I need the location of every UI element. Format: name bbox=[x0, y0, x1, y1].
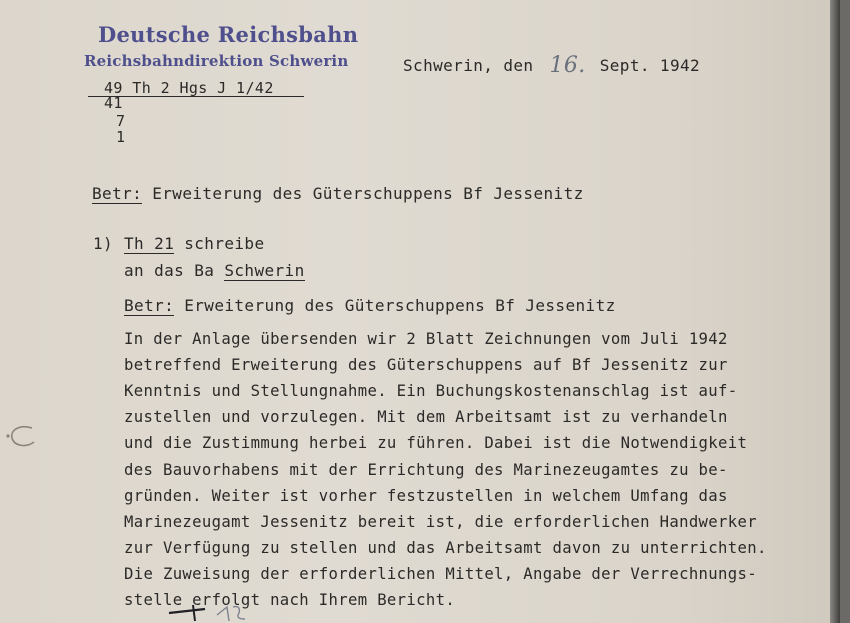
item-subject-label: Betr: bbox=[124, 296, 175, 315]
handwritten-scribble bbox=[165, 601, 255, 623]
item-subject-line bbox=[124, 296, 616, 315]
page-shadow-edge bbox=[830, 0, 840, 623]
body-line: und die Zustimmung herbei zu führen. Dabei ist die Notwendigkeit bbox=[124, 434, 748, 452]
subject-line bbox=[92, 184, 584, 203]
reference-number: 49 Th 2 Hgs J 1/42 bbox=[104, 79, 274, 97]
reference-sub-1: 41 bbox=[104, 94, 123, 112]
body-line: des Bauvorhabens mit der Errichtung des Marinezeugamtes zu be- bbox=[124, 461, 728, 479]
recipient-prefix: an das Ba bbox=[124, 261, 215, 280]
body-line: gründen. Weiter ist vorher festzustellen in welchem Umfang das bbox=[124, 487, 728, 505]
body-line: zustellen und vorzulegen. Mit dem Arbeitsamt ist zu verhandeln bbox=[124, 408, 728, 426]
date-place: Schwerin, den bbox=[403, 56, 534, 75]
date-line bbox=[403, 52, 700, 77]
item-recipient bbox=[124, 261, 305, 280]
body-line: stelle erfolgt nach Ihrem Bericht. bbox=[124, 591, 456, 609]
date-day-handwritten: 16. bbox=[549, 53, 586, 78]
directorate-stamp: Reichsbahndirektion Schwerin bbox=[84, 52, 349, 70]
item-subject-text: Erweiterung des Güterschuppens Bf Jessenitz bbox=[184, 296, 616, 315]
body-line: betreffend Erweiterung des Güterschuppens auf Bf Jessenitz zur bbox=[124, 356, 728, 374]
body-line: In der Anlage übersenden wir 2 Blatt Zeichnungen vom Juli 1942 bbox=[124, 330, 728, 348]
item-number: 1) bbox=[93, 234, 114, 253]
item-dept: Th 21 bbox=[124, 234, 175, 253]
subject-text: Erweiterung des Güterschuppens Bf Jessenitz bbox=[152, 184, 584, 203]
reference-sub-3: 1 bbox=[116, 128, 126, 146]
body-line: zur Verfügung zu stellen und das Arbeitsamt davon zu unterrichten. bbox=[124, 539, 767, 557]
punch-hole-mark bbox=[2, 422, 42, 452]
date-month-year: Sept. 1942 bbox=[599, 56, 701, 75]
subject-label: Betr: bbox=[92, 184, 143, 203]
reference-sub-2: 7 bbox=[116, 112, 126, 130]
item-verb: schreibe bbox=[184, 234, 265, 253]
item-instruction bbox=[124, 234, 264, 253]
org-name-stamp: Deutsche Reichsbahn bbox=[98, 22, 359, 47]
recipient-place: Schwerin bbox=[224, 261, 305, 280]
body-line: Marinezeugamt Jessenitz bereit ist, die erforderlichen Handwerker bbox=[124, 513, 757, 531]
body-line: Kenntnis und Stellungnahme. Ein Buchungskostenanschlag ist auf- bbox=[124, 382, 738, 400]
body-line: Die Zuweisung der erforderlichen Mittel, Angabe der Verrechnungs- bbox=[124, 565, 757, 583]
